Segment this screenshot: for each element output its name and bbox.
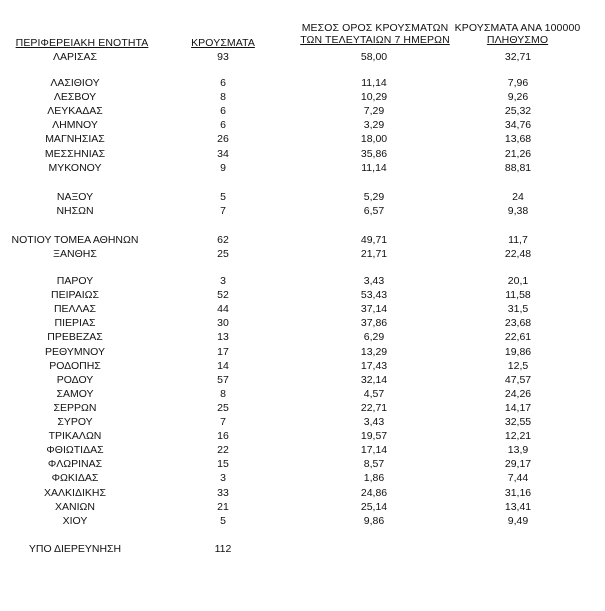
- column-header-region: ΠΕΡΙΦΕΡΕΙΑΚΗ ΕΝΟΤΗΤΑ: [15, 37, 149, 49]
- region-cell: ΧΑΛΚΙΔΙΚΗΣ: [44, 486, 106, 499]
- region-cell: ΠΙΕΡΙΑΣ: [54, 317, 96, 330]
- avg7-cell: 17,43: [360, 359, 388, 372]
- avg7-cell: 10,29: [360, 91, 388, 104]
- avg7-cell: 21,71: [360, 248, 388, 261]
- region-cell: ΛΗΜΝΟΥ: [52, 119, 98, 132]
- region-cell: ΣΑΜΟΥ: [56, 387, 94, 400]
- avg7-cell: 17,14: [360, 444, 388, 457]
- table-row: [0, 487, 605, 500]
- table-row: [0, 248, 605, 261]
- per100k-cell: 9,49: [507, 514, 529, 527]
- cases-cell: 33: [217, 486, 229, 499]
- avg7-cell: 22,71: [360, 401, 388, 414]
- cases-cell: 21: [217, 500, 229, 513]
- avg7-cell: 18,00: [360, 133, 388, 146]
- cases-cell: 9: [220, 161, 226, 174]
- region-cell: ΛΕΣΒΟΥ: [53, 91, 97, 104]
- per100k-cell: 19,86: [504, 345, 532, 358]
- table-row: [0, 77, 605, 90]
- region-cell: ΜΕΣΣΗΝΙΑΣ: [44, 147, 106, 160]
- region-cell: ΡΕΘΥΜΝΟΥ: [44, 345, 105, 358]
- cases-cell: 5: [220, 191, 226, 203]
- table-row: [0, 402, 605, 415]
- per100k-cell: 32,55: [504, 416, 532, 428]
- table-row: [0, 501, 605, 514]
- avg7-cell: 53,43: [360, 289, 388, 302]
- cases-cell: 15: [217, 458, 229, 471]
- table-row: [0, 346, 605, 359]
- cases-cell: 25: [217, 401, 229, 414]
- region-cell: ΦΘΙΩΤΙΔΑΣ: [46, 444, 104, 457]
- table-row: [0, 133, 605, 146]
- avg7-cell: 49,71: [360, 234, 388, 246]
- table-row: [0, 289, 605, 302]
- per100k-cell: 9,26: [507, 91, 529, 104]
- cases-cell: 22: [217, 444, 229, 457]
- cases-cell: 57: [217, 373, 229, 386]
- region-cell: ΠΡΕΒΕΖΑΣ: [47, 331, 103, 344]
- region-cell: ΛΕΥΚΑΔΑΣ: [47, 105, 103, 118]
- region-cell: ΝΗΣΩΝ: [56, 205, 94, 218]
- table-row: [0, 317, 605, 330]
- region-cell: ΧΙΟΥ: [62, 514, 88, 527]
- cases-cell: 3: [220, 275, 226, 287]
- per100k-cell: 20,1: [507, 275, 529, 287]
- table-row: [0, 416, 605, 429]
- cases-cell: 62: [217, 234, 229, 246]
- per100k-cell: 31,16: [504, 486, 532, 499]
- avg7-cell: 37,86: [360, 317, 388, 330]
- cases-cell: 52: [217, 289, 229, 302]
- table-row: [0, 91, 605, 104]
- avg7-cell: 58,00: [360, 51, 388, 63]
- table-row: [0, 191, 605, 204]
- cases-cell: 3: [220, 472, 226, 485]
- avg7-cell: 32,14: [360, 373, 388, 386]
- avg7-cell: 3,43: [363, 275, 385, 287]
- region-cell: ΛΑΣΙΘΙΟΥ: [50, 77, 100, 89]
- per100k-cell: 32,71: [504, 51, 532, 63]
- table-row: [0, 374, 605, 387]
- table-row: [0, 360, 605, 373]
- region-cell: ΛΑΡΙΣΑΣ: [53, 51, 97, 63]
- avg7-cell: 9,86: [363, 514, 385, 527]
- table-row: [0, 515, 605, 528]
- table-row: [0, 331, 605, 344]
- table-row: [0, 275, 605, 288]
- cases-cell: 112: [214, 543, 232, 555]
- per100k-cell: 21,26: [504, 147, 532, 160]
- cases-cell: 30: [217, 317, 229, 330]
- per100k-cell: 24,26: [504, 387, 532, 400]
- region-cell: ΦΩΚΙΔΑΣ: [51, 472, 99, 485]
- table-row: [0, 162, 605, 175]
- cases-cell: 6: [220, 119, 226, 132]
- cases-cell: 8: [220, 387, 226, 400]
- table-row: [0, 119, 605, 132]
- region-cell: ΣΥΡΟΥ: [57, 416, 93, 428]
- table-row: [0, 388, 605, 401]
- avg7-cell: 19,57: [360, 430, 388, 443]
- avg7-cell: 7,29: [363, 105, 385, 118]
- avg7-cell: 3,29: [363, 119, 385, 132]
- per100k-cell: 13,68: [504, 133, 532, 146]
- per100k-cell: 22,61: [504, 331, 532, 344]
- per100k-cell: 7,44: [507, 472, 529, 485]
- per100k-cell: 24: [512, 191, 524, 203]
- region-cell: ΡΟΔΟΠΗΣ: [49, 359, 101, 372]
- per100k-cell: 11,7: [508, 234, 528, 246]
- avg7-cell: 6,57: [363, 205, 385, 218]
- per100k-cell: 23,68: [504, 317, 532, 330]
- per100k-cell: 12,21: [504, 430, 532, 443]
- avg7-cell: 35,86: [360, 147, 388, 160]
- region-cell: ΞΑΝΘΗΣ: [53, 248, 97, 261]
- per100k-cell: 11,58: [505, 289, 531, 302]
- table-row: [0, 472, 605, 485]
- per100k-cell: 9,38: [507, 205, 529, 218]
- cases-cell: 25: [217, 248, 229, 261]
- cases-cell: 5: [220, 514, 226, 527]
- cases-cell: 17: [217, 345, 229, 358]
- per100k-cell: 22,48: [504, 248, 532, 261]
- table-row: [0, 105, 605, 118]
- avg7-cell: 4,57: [363, 387, 385, 400]
- region-cell: ΜΑΓΝΗΣΙΑΣ: [45, 133, 105, 146]
- per100k-cell: 88,81: [504, 161, 532, 174]
- column-header-avg7-line2: ΤΩΝ ΤΕΛΕΥΤΑΙΩΝ 7 ΗΜΕΡΩΝ: [300, 34, 450, 46]
- cases-cell: 93: [217, 51, 229, 63]
- avg7-cell: 11,14: [361, 161, 387, 174]
- per100k-cell: 47,57: [504, 373, 532, 386]
- table-row: [0, 458, 605, 471]
- per100k-cell: 7,96: [507, 77, 529, 89]
- per100k-cell: 13,9: [507, 444, 529, 457]
- cases-cell: 6: [220, 77, 226, 89]
- per100k-cell: 29,17: [504, 458, 532, 471]
- cases-cell: 8: [220, 91, 226, 104]
- region-cell: ΝΟΤΙΟΥ ΤΟΜΕΑ ΑΘΗΝΩΝ: [11, 234, 139, 246]
- table-row: [0, 234, 605, 247]
- cases-cell: 14: [217, 359, 229, 372]
- region-cell: ΦΛΩΡΙΝΑΣ: [47, 458, 103, 471]
- region-cell: ΣΕΡΡΩΝ: [53, 401, 97, 414]
- avg7-cell: 8,57: [363, 458, 385, 471]
- column-header-per100k-line2: ΠΛΗΘΥΣΜΟ: [486, 34, 549, 46]
- avg7-cell: 13,29: [360, 345, 388, 358]
- avg7-cell: 37,14: [360, 303, 388, 316]
- table-row: [0, 51, 605, 64]
- region-cell: ΤΡΙΚΑΛΩΝ: [48, 430, 102, 443]
- per100k-cell: 14,17: [504, 401, 532, 414]
- table-row: [0, 430, 605, 443]
- region-cell: ΧΑΝΙΩΝ: [55, 500, 95, 513]
- avg7-cell: 24,86: [360, 486, 388, 499]
- cases-cell: 7: [220, 416, 226, 428]
- per100k-cell: 13,41: [504, 500, 532, 513]
- cases-cell: 16: [217, 430, 229, 443]
- avg7-cell: 25,14: [360, 500, 388, 513]
- table-row: [0, 543, 605, 556]
- region-cell: ΠΕΛΛΑΣ: [53, 303, 97, 316]
- region-cell: ΠΑΡΟΥ: [56, 275, 94, 287]
- avg7-cell: 6,29: [363, 331, 385, 344]
- table-row: [0, 205, 605, 218]
- region-cell: ΜΥΚΟΝΟΥ: [48, 161, 102, 174]
- avg7-cell: 11,14: [361, 77, 387, 89]
- per100k-cell: 34,76: [504, 119, 532, 132]
- column-header-avg7-line1: ΜΕΣΟΣ ΟΡΟΣ ΚΡΟΥΣΜΑΤΩΝ: [301, 22, 449, 34]
- per100k-cell: 25,32: [504, 105, 532, 118]
- region-cell: ΥΠΟ ΔΙΕΡΕΥΝΗΣΗ: [28, 543, 122, 555]
- region-cell: ΡΟΔΟΥ: [56, 373, 94, 386]
- table-row: [0, 444, 605, 457]
- cases-cell: 26: [217, 133, 229, 146]
- column-header-per100k-line1: ΚΡΟΥΣΜΑΤΑ ΑΝΑ 100000: [454, 22, 581, 34]
- avg7-cell: 1,86: [363, 472, 385, 485]
- cases-cell: 6: [220, 105, 226, 118]
- cases-cell: 44: [217, 303, 229, 316]
- avg7-cell: 3,43: [363, 416, 385, 428]
- region-cell: ΠΕΙΡΑΙΩΣ: [51, 289, 99, 302]
- table-row: [0, 148, 605, 161]
- table-row: [0, 303, 605, 316]
- region-cell: ΝΑΞΟΥ: [56, 191, 94, 203]
- avg7-cell: 5,29: [363, 191, 385, 203]
- cases-cell: 34: [217, 147, 229, 160]
- column-header-cases: ΚΡΟΥΣΜΑΤΑ: [191, 37, 255, 49]
- per100k-cell: 31,5: [507, 303, 529, 316]
- cases-cell: 7: [220, 205, 226, 218]
- per100k-cell: 12,5: [507, 359, 529, 372]
- cases-cell: 13: [217, 331, 229, 344]
